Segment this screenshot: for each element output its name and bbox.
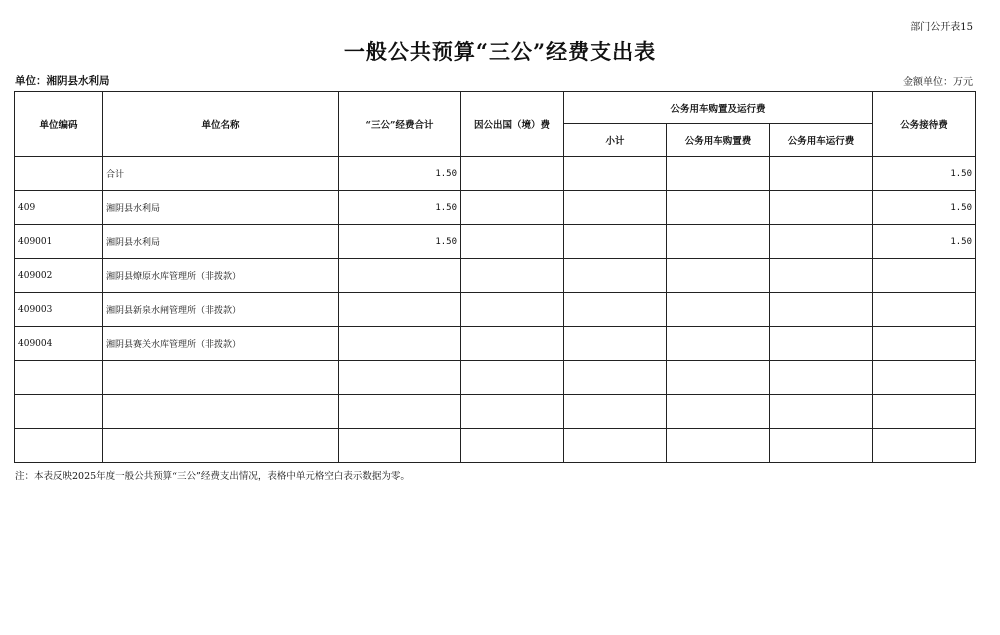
header-reception: 公务接待费 [873, 92, 976, 157]
cell-abroad [461, 361, 564, 395]
unit-label: 单位：湘阴县水利局 [15, 75, 110, 87]
page-title: 一般公共预算“三公”经费支出表 [343, 39, 657, 64]
cell-unit-name: 湘阴县赛关水库管理所（非拨款） [103, 327, 339, 361]
form-number: 部门公开表15 [910, 22, 973, 33]
cell-abroad [461, 395, 564, 429]
cell-vehicle-purchase [667, 361, 770, 395]
cell-reception [873, 429, 976, 463]
cell-vehicle-purchase [667, 225, 770, 259]
cell-vehicle-purchase [667, 429, 770, 463]
table-row [15, 327, 976, 361]
cell-vehicle-operation [770, 395, 873, 429]
cell-total [339, 361, 461, 395]
cell-total [339, 259, 461, 293]
cell-abroad [461, 225, 564, 259]
cell-unit-code [15, 157, 103, 191]
table-body [15, 157, 976, 463]
cell-unit-name: 湘阴县新泉水闸管理所（非拨款） [103, 293, 339, 327]
table-row [15, 429, 976, 463]
cell-unit-code: 409004 [15, 327, 103, 361]
cell-unit-name: 湘阴县燎原水库管理所（非拨款） [103, 259, 339, 293]
cell-vehicle-purchase [667, 191, 770, 225]
cell-vehicle-operation [770, 429, 873, 463]
cell-vehicle-operation [770, 361, 873, 395]
cell-reception [873, 395, 976, 429]
amount-unit-label: 金额单位：万元 [903, 77, 973, 88]
header-vehicle-operation: 公务用车运行费 [770, 124, 873, 157]
cell-unit-code [15, 395, 103, 429]
cell-abroad [461, 191, 564, 225]
cell-subtotal [564, 191, 667, 225]
cell-unit-code [15, 361, 103, 395]
table-row [15, 191, 976, 225]
cell-unit-code: 409001 [15, 225, 103, 259]
header-abroad: 因公出国（境）费 [461, 92, 564, 157]
cell-reception [873, 259, 976, 293]
cell-abroad [461, 293, 564, 327]
cell-unit-name [103, 429, 339, 463]
table-row [15, 361, 976, 395]
cell-subtotal [564, 225, 667, 259]
cell-unit-name [103, 395, 339, 429]
cell-reception [873, 327, 976, 361]
cell-vehicle-operation [770, 327, 873, 361]
cell-total [339, 429, 461, 463]
cell-unit-code: 409003 [15, 293, 103, 327]
table-row [15, 157, 976, 191]
table-row [15, 225, 976, 259]
cell-unit-code: 409002 [15, 259, 103, 293]
cell-subtotal [564, 327, 667, 361]
table-row [15, 259, 976, 293]
cell-vehicle-purchase [667, 395, 770, 429]
cell-total: 1.50 [339, 157, 461, 191]
cell-total: 1.50 [339, 191, 461, 225]
cell-abroad [461, 157, 564, 191]
cell-vehicle-purchase [667, 327, 770, 361]
table-row [15, 293, 976, 327]
header-vehicle-purchase: 公务用车购置费 [667, 124, 770, 157]
cell-vehicle-operation [770, 259, 873, 293]
cell-subtotal [564, 293, 667, 327]
cell-abroad [461, 327, 564, 361]
cell-subtotal [564, 157, 667, 191]
cell-abroad [461, 259, 564, 293]
cell-unit-code [15, 429, 103, 463]
cell-subtotal [564, 395, 667, 429]
cell-unit-name: 合计 [103, 157, 339, 191]
cell-reception: 1.50 [873, 157, 976, 191]
cell-unit-name [103, 361, 339, 395]
cell-vehicle-operation [770, 293, 873, 327]
header-unit-code: 单位编码 [15, 92, 103, 157]
cell-vehicle-purchase [667, 259, 770, 293]
cell-abroad [461, 429, 564, 463]
cell-reception: 1.50 [873, 225, 976, 259]
cell-unit-name: 湘阴县水利局 [103, 191, 339, 225]
table-row [15, 395, 976, 429]
header-vehicle-group: 公务用车购置及运行费 [564, 92, 873, 124]
cell-unit-name: 湘阴县水利局 [103, 225, 339, 259]
cell-reception [873, 361, 976, 395]
cell-vehicle-purchase [667, 157, 770, 191]
cell-vehicle-operation [770, 157, 873, 191]
header-subtotal: 小计 [564, 124, 667, 157]
cell-vehicle-operation [770, 225, 873, 259]
cell-subtotal [564, 361, 667, 395]
cell-reception: 1.50 [873, 191, 976, 225]
expenditure-table [14, 91, 976, 463]
cell-vehicle-purchase [667, 293, 770, 327]
cell-unit-code: 409 [15, 191, 103, 225]
cell-total [339, 293, 461, 327]
cell-subtotal [564, 259, 667, 293]
footnote: 注：本表反映2025年度一般公共预算“三公”经费支出情况，表格中单元格空白表示数据为零。 [15, 471, 410, 482]
cell-subtotal [564, 429, 667, 463]
cell-reception [873, 293, 976, 327]
header-total: “三公”经费合计 [339, 92, 461, 157]
header-unit-name: 单位名称 [103, 92, 339, 157]
cell-total [339, 327, 461, 361]
cell-vehicle-operation [770, 191, 873, 225]
cell-total [339, 395, 461, 429]
cell-total: 1.50 [339, 225, 461, 259]
